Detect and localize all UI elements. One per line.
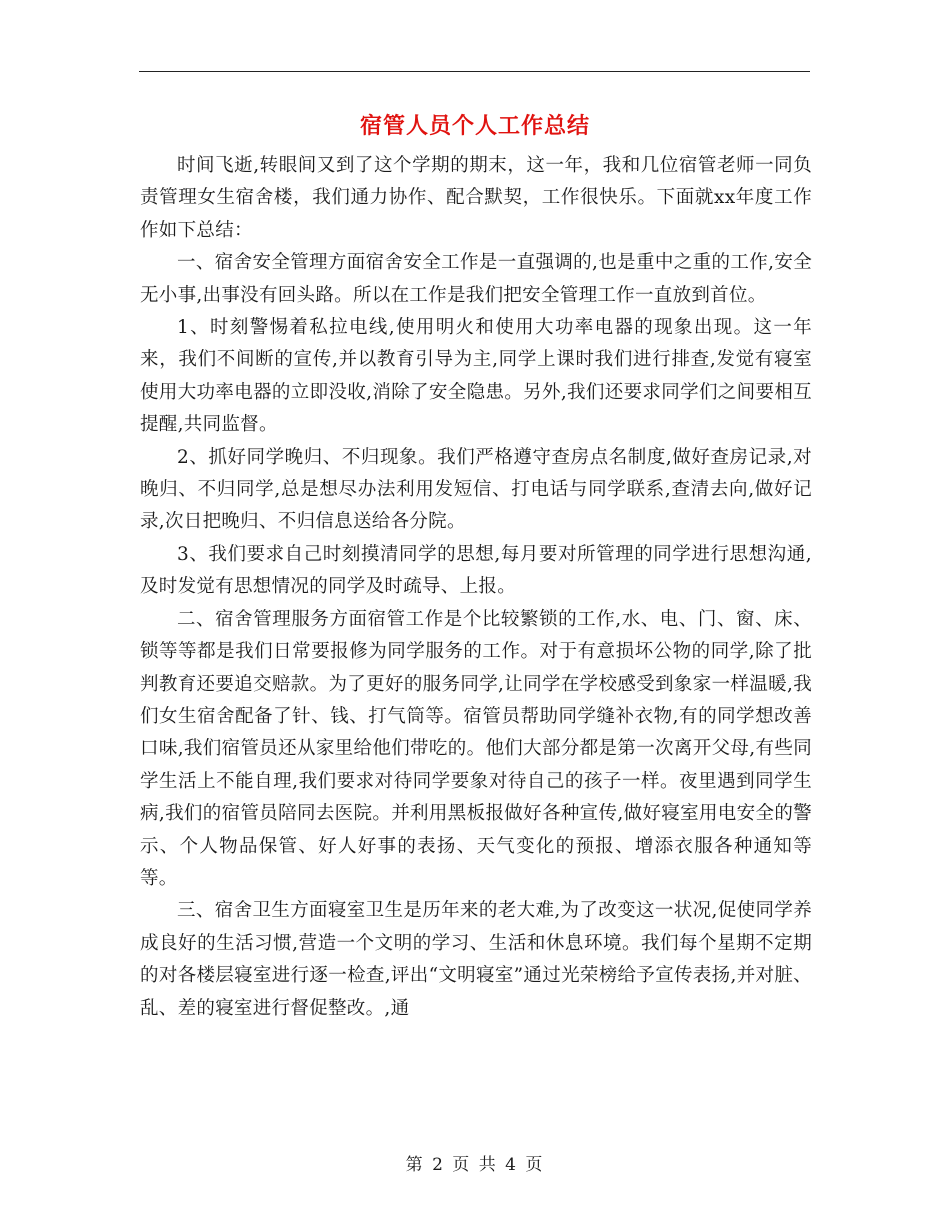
document-title: 宿管人员个人工作总结 (359, 113, 590, 139)
paragraph-intro: 时间飞逝,转眼间又到了这个学期的期末，这一年，我和几位宿管老师一同负责管理女生宿舍楼，我们通力协作、配合默契，工作很快乐。下面就xx年度工作作如下总结： (140, 155, 812, 241)
paragraph-section-service: 二、宿舍管理服务方面宿管工作是个比较繁锁的工作,水、电、门、窗、床、锁等等都是我们日常要报修为同学服务的工作。对于有意损坏公物的同学,除了批判教育还要追交赔款。为了更好的服务同学,让同学在学校感受到象家一样温暖,我们女生宿舍配备了针、钱、打气筒等。宿管员帮助同学缝补衣物,有的同学想改善口味,我们宿管员还从家里给他们带吃的。他们大部分都是第一次离开父母,有些同学生活上不能自理,我们要求对待同学要象对待自己的孩子一样。夜里遇到同学生病,我们的宿管员陪同去医院。并利用黑板报做好各种宣传,做好寝室用电安全的警示、个人物品保管、好人好事的表扬、天气变化的预报、增添衣服各种通知等等。 (140, 608, 812, 889)
paragraph-item-3: 3、我们要求自己时刻摸清同学的思想,每月要对所管理的同学进行思想沟通,及时发觉有思想情况的同学及时疏导、上报。 (140, 543, 812, 598)
paragraph-item-2: 2、抓好同学晚归、不归现象。我们严格遵守查房点名制度,做好查房记录,对晚归、不归同学,总是想尽办法利用发短信、打电话与同学联系,查清去向,做好记录,次日把晚归、不归信息送给各分院。 (140, 446, 812, 533)
header-rule (139, 71, 810, 72)
page-number-footer: 第 2 页 共 4 页 (405, 1155, 545, 1175)
paragraph-section-hygiene: 三、宿舍卫生方面寝室卫生是历年来的老大难,为了改变这一状况,促使同学养成良好的生活习惯,营造一个文明的学习、生活和休息环境。我们每个星期不定期的对各楼层寝室进行逐一检查,评出“文明寝室”通过光荣榜给予宣传表扬,并对脏、乱、差的寝室进行督促整改。,通 (140, 900, 812, 1019)
paragraph-item-1: 1、时刻警惕着私拉电线,使用明火和使用大功率电器的现象出现。这一年来，我们不间断的宣传,并以教育引导为主,同学上课时我们进行排查,发觉有寝室使用大功率电器的立即没收,消除了安全隐患。另外,我们还要求同学们之间要相互提醒,共同监督。 (140, 317, 812, 436)
paragraph-section-safety: 一、宿舍安全管理方面宿舍安全工作是一直强调的,也是重中之重的工作,安全无小事,出事没有回头路。所以在工作是我们把安全管理工作一直放到首位。 (140, 252, 812, 306)
document-body (140, 150, 812, 1025)
